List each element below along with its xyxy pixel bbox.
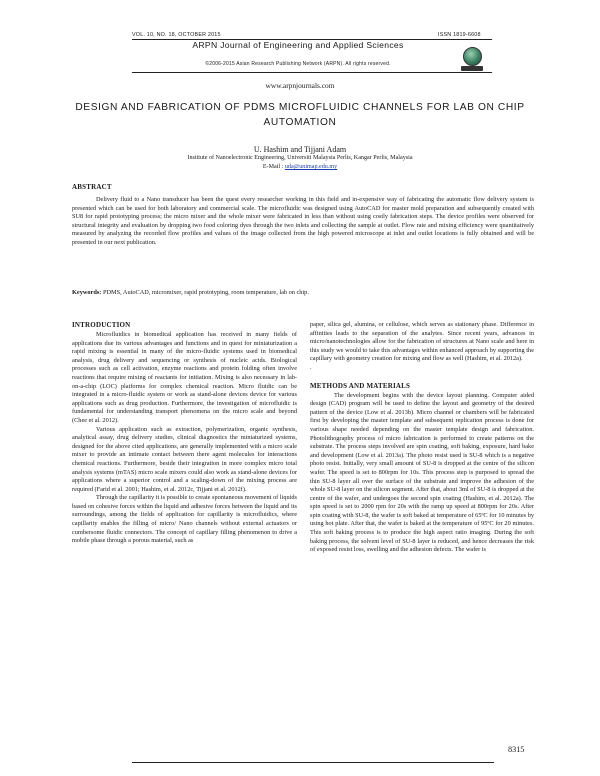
intro-paragraph-3: Through the capillarity it is possible to create spontaneous movement of liquids based on cohesive forces within the liquid and adhesive forces between the liquid and its surroundings, among the fields of application for capillarity is microfluidics, where capillarity enables the filling of micro/ Nano channels without external actuators or cumbersome fluidic connectors. The concept of capillary filling phenomenon to drive a mobile phase through a porous material, such as xyxy=(72,494,297,545)
keywords-text: PDMS, AutoCAD, micromixer, rapid prototyping, room temperature, lab on chip. xyxy=(101,289,309,296)
journal-logo-caption xyxy=(461,66,483,71)
header-rule-bottom xyxy=(132,72,492,73)
stray-dot: . xyxy=(310,363,312,371)
authors: U. Hashim and Tijjani Adam xyxy=(253,145,347,154)
volume-line: VOL. 10, NO. 18, OCTOBER 2015 xyxy=(132,32,221,38)
keywords xyxy=(72,289,532,296)
intro-paragraph-1: Microfluidics in biomedical application has received in many fields of applications due its various advantages and functions and in quest for miniaturization a rapid mixing is essential in many of the micro-fluidic systems used in biomedical analysis, drug delivery and sequencing or synthesis of nucleic acids. Biological processes such as cell activation, enzyme reactions and protein folding often involve reactions that require mixing of reactants for initiation. Mixing is also necessary in lab-on-a-chip (LOC) platforms for complex chemical reaction. Micro fluidic can be integrated in a micro-fluidic system or work as stand-alone devices device for various applications such as drug production. Furthermore, the investigation of microfluidic is fundamental for understanding transport phenomena on the micro scale and beyond (Chee et al. 2012). xyxy=(72,331,297,424)
footer-rule xyxy=(132,762,494,763)
email-line xyxy=(0,164,600,170)
intro-paragraph-4: paper, silica gel, alumina, or cellulose, which serves as stationary phase. Difference in affinities leads to the separation of the analytes. Since recent years, advances in micro/nanotechnologies allow for the fabrication of structures at Nano scale and here in this study we would to take this advantages within enhanced approach by supporting the capillary with geometry creation for mixing and flow as well (Hashim, et al. 2012a). xyxy=(310,321,534,363)
right-column xyxy=(310,321,534,555)
introduction-heading: INTRODUCTION xyxy=(72,321,131,329)
left-column xyxy=(72,321,297,546)
keywords-label: Keywords: xyxy=(72,289,102,296)
intro-paragraph-2: Various application such as extraction, polymerization, organic synthesis, analytical assay, drug delivery studies, clinical diagnostics the miniaturized systems, designed for the above cited applications, are generally implemented with a micro scale mixer to provide an intimate contact between there agent molecules for interactions chemical reactions. Furthermore, beside their integration in more complex micro total analysis systems (mTAS) micro scale mixers could also work as stand-alone devices for applications where a superior control and a scaling-down of the mixing process are required (Farid et al. 2001; Hashim, et al. 2012c, Tijjani et al. 2012f). xyxy=(72,425,297,493)
journal-logo-icon xyxy=(463,47,482,66)
paper-title: DESIGN AND FABRICATION OF PDMS MICROFLUIDIC CHANNELS FOR LAB ON CHIP AUTOMATION xyxy=(75,102,525,128)
affiliation: Institute of Nanoelectronic Engineering, Universiti Malaysia Perlis, Kangar Perlis, Malaysia xyxy=(187,155,413,161)
journal-url[interactable]: www.arpnjournals.com xyxy=(265,81,335,90)
methods-paragraph-1: The development begins with the device layout planning. Computer aided design (CAD) program will be used to define the layout and geometry of the desired pattern of the device (Low et al. 2013b). Micro channel or chambers will be fabricated first by developing the master template and subsequent replication process is done for various shape needed depending on the master template design and fabrication. Photolithography process of micro fabrication is performed to create patterns on the substrate. The process steps involved are spin coating, soft baking, exposure, hard bake and development (Low et al. 2013a). The photo resist used is SU-8 which is a negative photo resist. Initially, very small amount of SU-8 is dropped at the centre of the silicon wafer. The speed is set to 800rpm for 10s. This process step is purposed to spread the thin SU-8 layer all over the surface of the substrate and improve the adhesion of the whole SU-8 layer on the silicon segment. After that, about 3ml of SU-8 is dropped at the centre of the wafer, and undergoes the second spin coating (Hashim, et al. 2012a). The spin speed is set to 2000 rpm for 20s with the ramp up speed at 800rpm for 20s. After spin coating with SU-8, the wafer is soft baked at temperature of 65ºC for 10 minutes by using hot plate. After that, the wafer is baked at the temperature of 95ºC for 20 minutes. This soft baking process is to produce the high aspect ratio imaging. During the soft baking process, the solvent level of SU-8 layer is reduced, and hence decreases the risk of exposed resist loss, swelling and the adhesion defects. The wafer is xyxy=(310,391,534,554)
page-number: 8315 xyxy=(508,745,525,754)
journal-name: ARPN Journal of Engineering and Applied Sciences xyxy=(192,40,404,50)
issn: ISSN 1819-6608 xyxy=(438,32,481,38)
copyright-line: ©2006-2015 Asian Research Publishing Network (ARPN). All rights reserved. xyxy=(205,61,391,67)
email-label: E-Mail : xyxy=(262,164,285,170)
abstract-heading: ABSTRACT xyxy=(72,183,112,191)
methods-heading: METHODS AND MATERIALS xyxy=(310,381,411,390)
abstract-text: Delivery fluid to a Nano transducer has been the quest every researcher working in this field and in-expensive way of fabricating the automatic flow delivery system is presented which can be used for both laboratory and commercial scale. The microfluidic was designed using AutoCAD for master mold preparation and subsequently created with SU8 for rapid prototyping process; the micro mixer and the whole mixer were fabricated in less than without using costly fabrication steps. The device profiles were observed for structural integrity and evaluation by dropping two food coloring dyes through the two inlets and collecting the sample at outlet. Flow rate and mixing efficiency were quantitatively measured by analyzing the recorded flow profiles and values of the image collected from the high powered microscope at inlet and outlet locations is fully obtained and will be presented in our next publication. xyxy=(72,196,534,246)
email-link[interactable]: uda@unimap.edu.my xyxy=(284,164,338,170)
